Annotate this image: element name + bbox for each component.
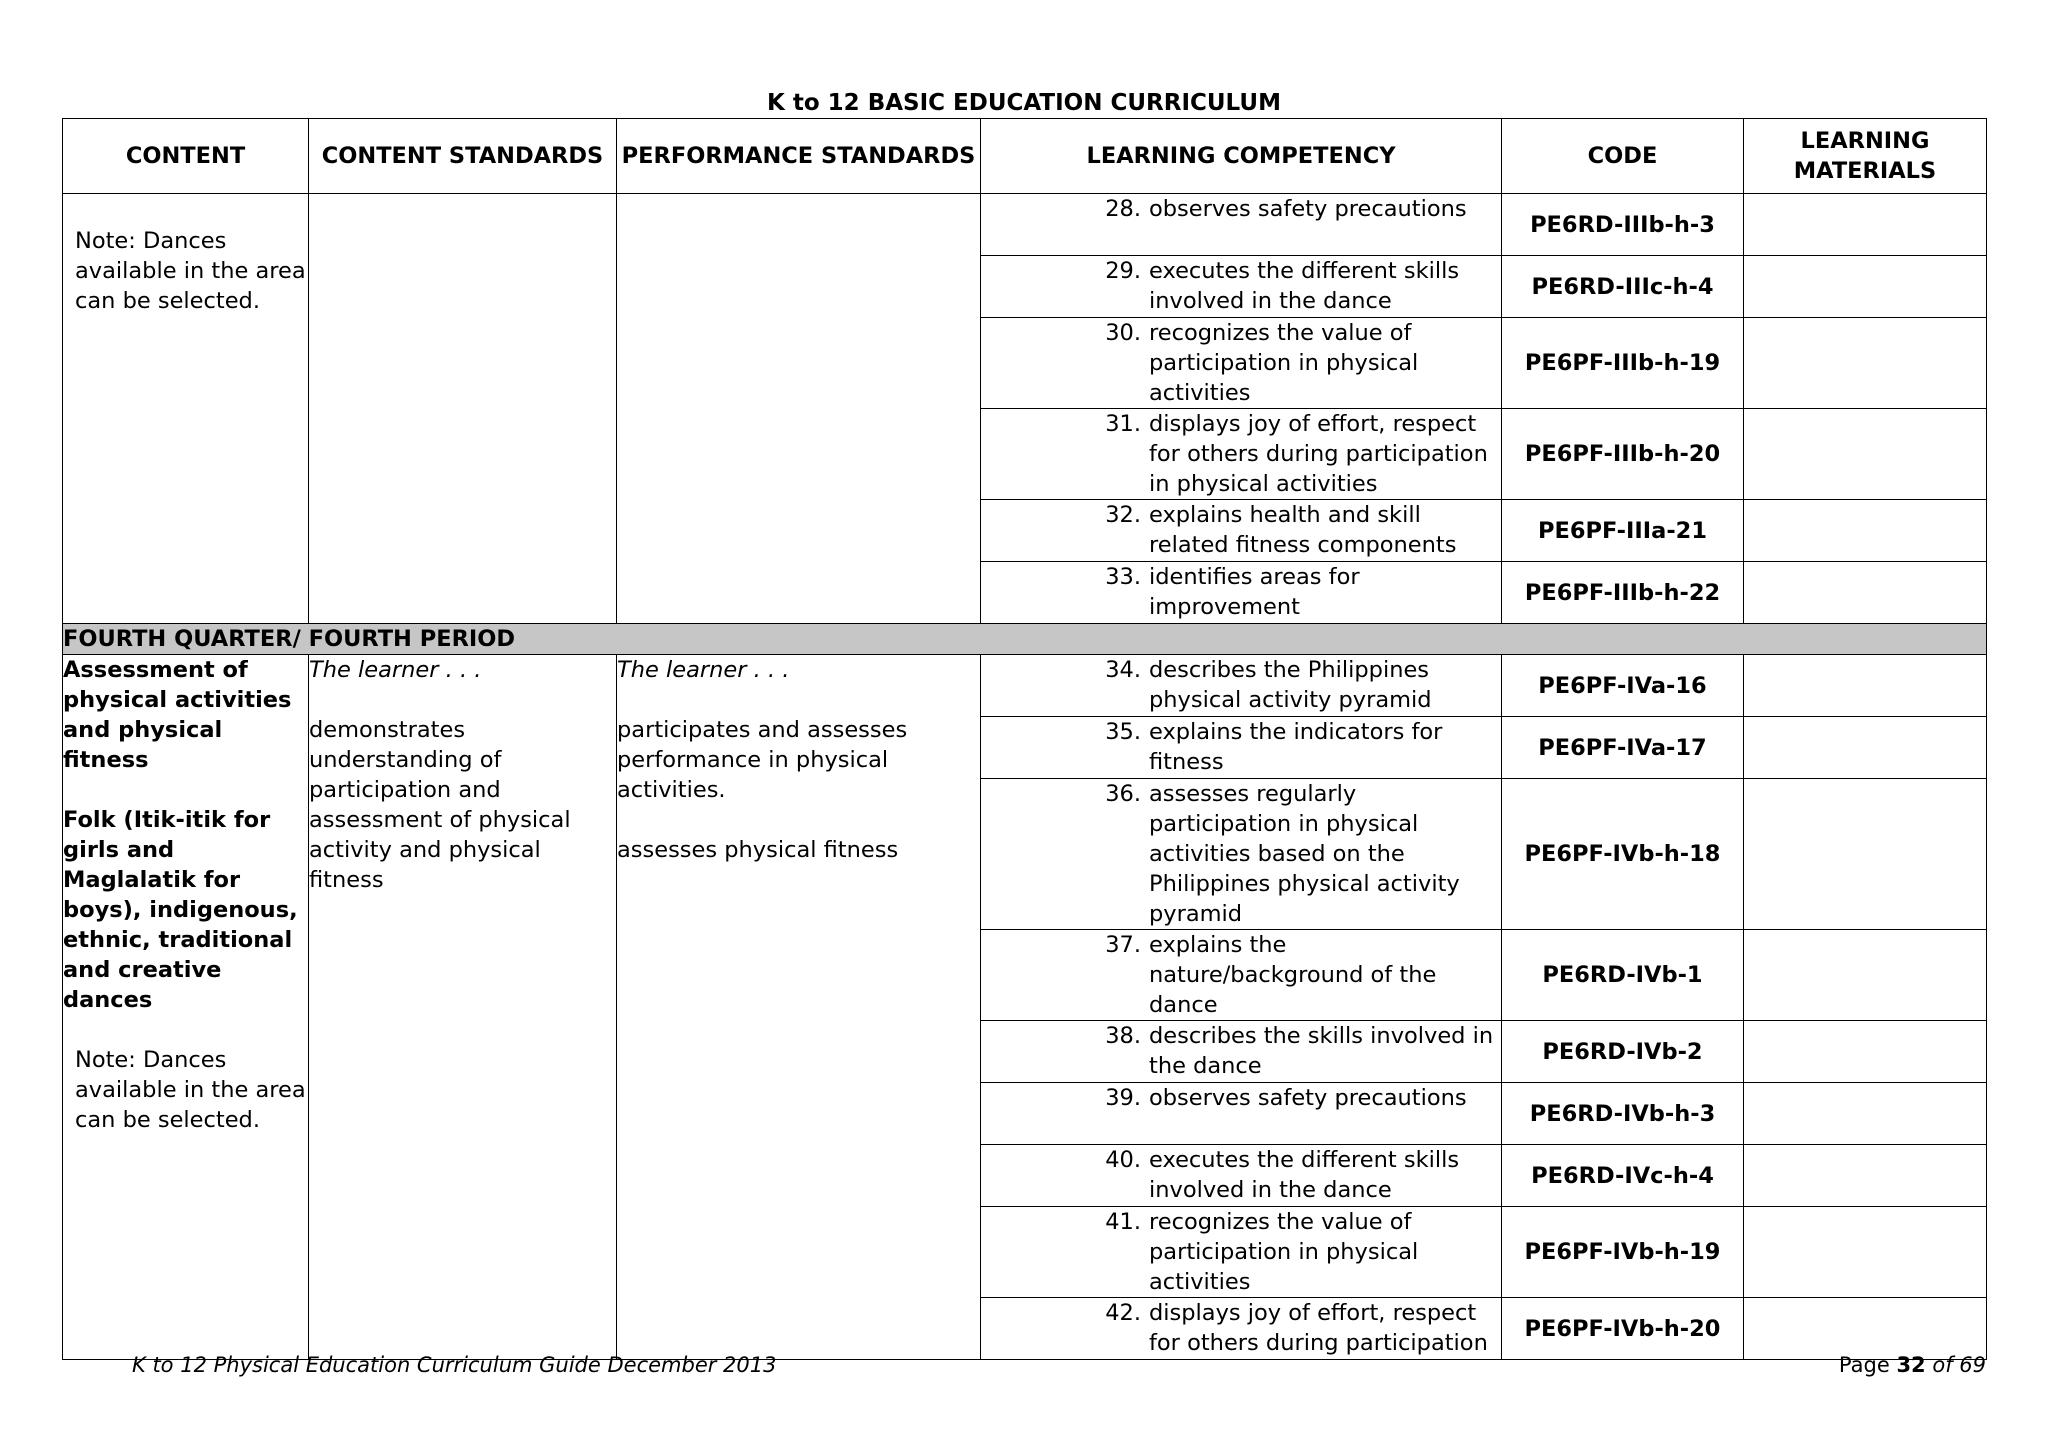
learning-materials-cell: [1744, 1021, 1987, 1083]
content-standards-cell: [309, 194, 617, 624]
competency-cell: [981, 318, 1502, 409]
competency-number: 28.: [1105, 196, 1141, 222]
competency-text: observes safety precautions: [1149, 1085, 1467, 1111]
code-cell: PE6RD-IVc-h-4: [1502, 1145, 1744, 1207]
competency-cell: [981, 1021, 1502, 1083]
code-cell: PE6PF-IVb-h-18: [1502, 779, 1744, 930]
competency-text: identifies areas for improvement: [1149, 564, 1360, 620]
competency-number: 39.: [1105, 1085, 1141, 1111]
competency-text: displays joy of effort, respect for others during participation in physical activities: [1149, 411, 1488, 497]
content-cell: [63, 194, 309, 624]
content-standard-text: demonstrates understanding of participation and assessment of physical activity and physical fitness: [309, 717, 571, 893]
code-cell: PE6PF-IVb-h-19: [1502, 1207, 1744, 1298]
footer-guide-title: K to 12 Physical Education Curriculum Guide December 2013: [132, 1353, 777, 1377]
code-cell: PE6RD-IVb-h-3: [1502, 1083, 1744, 1145]
competency-cell: [981, 930, 1502, 1021]
competency-number: 35.: [1105, 719, 1141, 745]
code-cell: PE6PF-IIIb-h-22: [1502, 562, 1744, 624]
competency-number: 29.: [1105, 258, 1141, 284]
content-note: Note: Dances available in the area can be selected.: [75, 1047, 306, 1133]
learning-materials-cell: [1744, 930, 1987, 1021]
competency-number: 37.: [1105, 932, 1141, 958]
performance-standard-text: participates and assesses performance in physical activities.: [617, 717, 908, 803]
learning-materials-cell: [1744, 500, 1987, 562]
competency-text: executes the different skills involved in the dance: [1149, 1147, 1460, 1203]
performance-standards-cell: [617, 655, 981, 1360]
learning-materials-cell: [1744, 1083, 1987, 1145]
performance-standard-text: assesses physical fitness: [617, 837, 899, 863]
header-learning-materials: LEARNING MATERIALS: [1744, 119, 1987, 194]
document-title: K to 12 BASIC EDUCATION CURRICULUM: [767, 90, 1281, 116]
page-label: Page: [1838, 1353, 1890, 1377]
competency-number: 38.: [1105, 1023, 1141, 1049]
competency-number: 32.: [1105, 502, 1141, 528]
header-performance-standards: PERFORMANCE STANDARDS: [617, 119, 981, 194]
competency-cell: [981, 1298, 1502, 1360]
learning-materials-cell: [1744, 779, 1987, 930]
learning-materials-cell: [1744, 655, 1987, 717]
code-cell: PE6RD-IVb-2: [1502, 1021, 1744, 1083]
content-cell: [63, 655, 309, 1360]
learning-materials-cell: [1744, 409, 1987, 500]
competency-cell: [981, 409, 1502, 500]
content-topic: Assessment of physical activities and physical fitness: [63, 657, 292, 773]
learning-materials-cell: [1744, 256, 1987, 318]
learning-materials-cell: [1744, 194, 1987, 256]
code-cell: PE6PF-IIIb-h-20: [1502, 409, 1744, 500]
code-cell: PE6PF-IVa-16: [1502, 655, 1744, 717]
header-content: CONTENT: [63, 119, 309, 194]
content-note: Note: Dances available in the area can be selected.: [75, 228, 306, 314]
competency-cell: [981, 655, 1502, 717]
competency-number: 40.: [1105, 1147, 1141, 1173]
header-content-standards: CONTENT STANDARDS: [309, 119, 617, 194]
table-header-row: [63, 119, 1987, 194]
page-total: of 69: [1932, 1353, 1986, 1377]
competency-cell: [981, 1083, 1502, 1145]
learning-materials-cell: [1744, 1207, 1987, 1298]
table-row: [63, 194, 1987, 256]
code-cell: PE6RD-IIIc-h-4: [1502, 256, 1744, 318]
page-number: 32: [1896, 1353, 1926, 1377]
code-cell: PE6RD-IIIb-h-3: [1502, 194, 1744, 256]
competency-text: recognizes the value of participation in physical activities: [1149, 1209, 1419, 1295]
competency-number: 41.: [1105, 1209, 1141, 1235]
competency-text: assesses regularly participation in physical activities based on the Philippines physical activity pyramid: [1149, 781, 1460, 927]
competency-text: executes the different skills involved in the dance: [1149, 258, 1460, 314]
learning-materials-cell: [1744, 562, 1987, 624]
quarter-row: [63, 624, 1987, 655]
quarter-label: FOURTH QUARTER/ FOURTH PERIOD: [63, 624, 1987, 655]
competency-text: describes the skills involved in the dance: [1149, 1023, 1494, 1079]
competency-cell: [981, 779, 1502, 930]
competency-cell: [981, 500, 1502, 562]
table-row: [63, 655, 1987, 717]
code-cell: PE6PF-IVb-h-20: [1502, 1298, 1744, 1360]
competency-number: 34.: [1105, 657, 1141, 683]
competency-cell: [981, 717, 1502, 779]
competency-text: explains health and skill related fitness components: [1149, 502, 1457, 558]
content-standards-cell: [309, 655, 617, 1360]
competency-cell: [981, 256, 1502, 318]
footer-page-number: [1839, 1350, 1986, 1380]
competency-text: observes safety precautions: [1149, 196, 1467, 222]
competency-text: describes the Philippines physical activity pyramid: [1149, 657, 1432, 713]
learning-materials-cell: [1744, 717, 1987, 779]
code-cell: PE6RD-IVb-1: [1502, 930, 1744, 1021]
competency-cell: [981, 1145, 1502, 1207]
learning-materials-cell: [1744, 1145, 1987, 1207]
competency-number: 30.: [1105, 320, 1141, 346]
competency-text: displays joy of effort, respect for others during participation: [1149, 1300, 1488, 1356]
competency-text: explains the nature/background of the dance: [1149, 932, 1437, 1018]
header-learning-competency: LEARNING COMPETENCY: [981, 119, 1502, 194]
code-cell: PE6PF-IIIa-21: [1502, 500, 1744, 562]
competency-number: 36.: [1105, 781, 1141, 807]
performance-standard-lead: The learner . . .: [617, 657, 790, 683]
code-cell: PE6PF-IIIb-h-19: [1502, 318, 1744, 409]
competency-cell: [981, 194, 1502, 256]
competency-number: 42.: [1105, 1300, 1141, 1326]
competency-cell: [981, 1207, 1502, 1298]
performance-standards-cell: [617, 194, 981, 624]
competency-text: recognizes the value of participation in physical activities: [1149, 320, 1419, 406]
competency-text: explains the indicators for fitness: [1149, 719, 1443, 775]
competency-number: 33.: [1105, 564, 1141, 590]
content-standard-lead: The learner . . .: [309, 657, 482, 683]
competency-cell: [981, 562, 1502, 624]
competency-number: 31.: [1105, 411, 1141, 437]
content-topic: Folk (Itik-itik for girls and Maglalatik for boys), indigenous, ethnic, traditional and creative dances: [63, 807, 298, 1013]
header-code: CODE: [1502, 119, 1744, 194]
learning-materials-cell: [1744, 318, 1987, 409]
code-cell: PE6PF-IVa-17: [1502, 717, 1744, 779]
curriculum-table: [62, 118, 1987, 1360]
